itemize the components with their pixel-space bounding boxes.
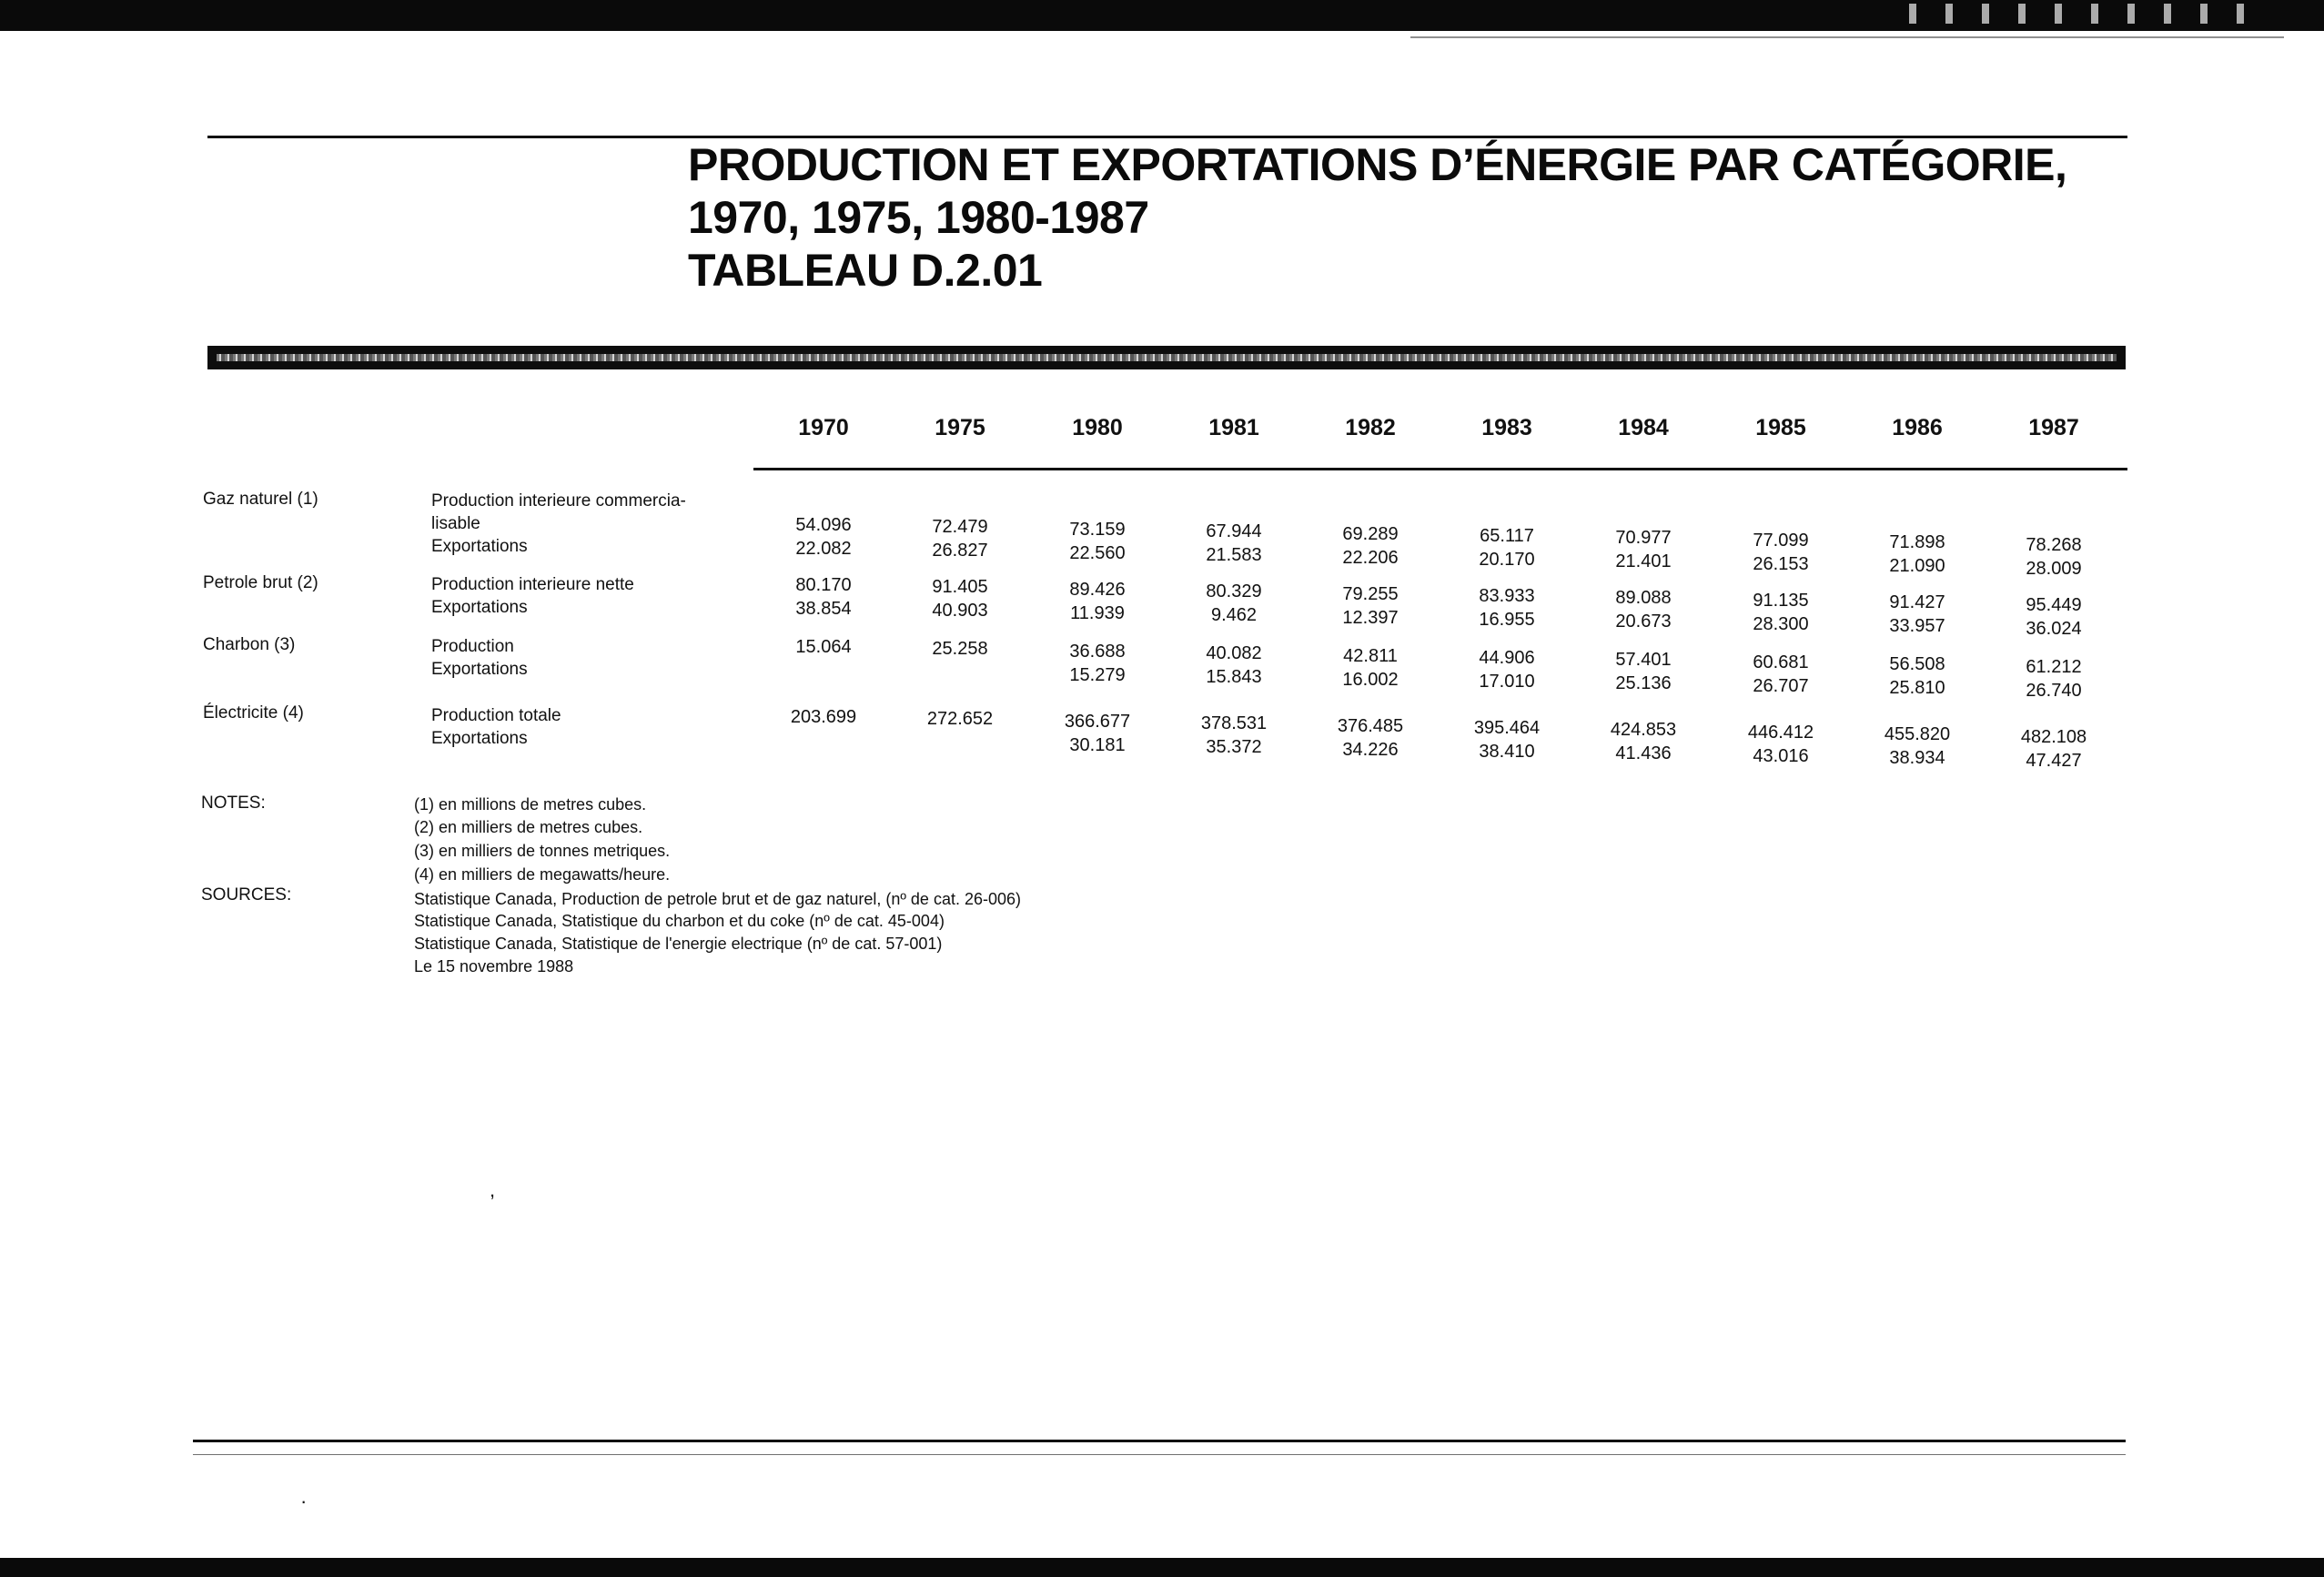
table-cell: 26.153	[1753, 553, 1809, 574]
row-label: Production interieure commercia-	[431, 491, 686, 511]
table-cell: 455.820	[1884, 724, 1951, 745]
note-line: (2) en milliers de metres cubes.	[414, 818, 643, 836]
year-header: 1986	[1892, 415, 1943, 440]
table-cell: 65.117	[1480, 526, 1534, 546]
table-cell: 40.082	[1206, 643, 1262, 664]
table-cell: 78.268	[2026, 534, 2082, 555]
table-cell: 15.064	[795, 637, 852, 657]
table-cell: 41.436	[1615, 743, 1672, 764]
header-bar	[207, 346, 2126, 369]
title-line-2: 1970, 1975, 1980-1987	[688, 192, 1149, 243]
table-cell: 57.401	[1615, 650, 1672, 671]
table-cell: 80.329	[1206, 581, 1262, 602]
table-cell: 36.688	[1069, 641, 1126, 662]
table-cell: 91.135	[1753, 590, 1809, 611]
row-label: Exportations	[431, 598, 528, 617]
note-line: (3) en milliers de tonnes metriques.	[414, 842, 671, 860]
title-line-3: TABLEAU D.2.01	[688, 245, 1043, 296]
table-cell: 91.427	[1889, 592, 1945, 613]
table-cell: 54.096	[795, 515, 852, 535]
table-cell: 38.854	[795, 599, 852, 619]
table-cell: 203.699	[790, 707, 857, 727]
table-cell: 38.934	[1889, 748, 1945, 769]
table-cell: 446.412	[1747, 722, 1814, 743]
table-cell: 95.449	[2026, 594, 2082, 615]
table-cell: 42.811	[1343, 645, 1398, 666]
table-cell: 424.853	[1610, 720, 1677, 741]
row-label: Production totale	[431, 706, 561, 725]
table-cell: 21.401	[1615, 551, 1672, 572]
table-cell: 376.485	[1337, 715, 1404, 736]
table-cell: 61.212	[2026, 656, 2082, 677]
sources-label: SOURCES:	[201, 885, 292, 905]
note-line: (4) en milliers de megawatts/heure.	[414, 865, 671, 884]
table-cell: 83.933	[1479, 586, 1535, 606]
table-cell: 69.289	[1342, 523, 1399, 544]
table-cell: 30.181	[1069, 734, 1126, 755]
year-header: 1981	[1208, 415, 1259, 440]
page-title	[688, 138, 2066, 297]
table-cell: 56.508	[1889, 654, 1945, 675]
table-cell: 43.016	[1753, 745, 1809, 766]
title-line-1: PRODUCTION ET EXPORTATIONS D’ÉNERGIE PAR CATÉGORIE,	[688, 139, 2067, 190]
scan-edge-line	[1410, 36, 2284, 38]
table-cell: 35.372	[1206, 737, 1262, 758]
table-cell: 26.740	[2026, 680, 2082, 701]
table-cell: 9.462	[1210, 605, 1258, 626]
category-label-electricite: Électricite (4)	[203, 703, 304, 723]
table-cell: 20.170	[1479, 550, 1535, 570]
category-label-petrole: Petrole brut (2)	[203, 573, 318, 592]
table-cell: 89.088	[1615, 588, 1672, 609]
table-cell: 33.957	[1889, 616, 1945, 637]
table-cell: 72.479	[932, 517, 988, 538]
table-cell: 80.170	[795, 575, 852, 595]
notes-label: NOTES:	[201, 794, 266, 813]
bottom-rule	[193, 1440, 2126, 1442]
bottom-rule-thin	[193, 1454, 2126, 1455]
table-cell: 272.652	[926, 709, 994, 730]
table-cell: 26.827	[932, 541, 988, 561]
scan-border-bottom	[0, 1558, 2324, 1577]
row-label: Exportations	[431, 537, 528, 556]
year-header-rule	[753, 468, 2127, 470]
table-cell: 15.843	[1206, 667, 1262, 688]
table-cell: 28.300	[1753, 613, 1809, 634]
table-cell: 67.944	[1206, 521, 1262, 542]
table-cell: 22.206	[1342, 547, 1399, 568]
table-cell: 11.939	[1070, 602, 1125, 623]
year-header: 1980	[1072, 415, 1123, 440]
table-cell: 22.560	[1069, 542, 1126, 563]
table-cell: 89.426	[1069, 579, 1126, 600]
table-cell: 395.464	[1473, 718, 1541, 738]
table-cell: 28.009	[2026, 558, 2082, 579]
source-line: Statistique Canada, Statistique du charbon et du coke (nº de cat. 45-004)	[414, 912, 945, 930]
table-cell: 60.681	[1753, 652, 1809, 672]
year-header: 1985	[1755, 415, 1806, 440]
category-label-gaz: Gaz naturel (1)	[203, 490, 318, 509]
table-cell: 44.906	[1479, 648, 1535, 668]
table-cell: 22.082	[795, 539, 852, 559]
row-label: Exportations	[431, 660, 528, 679]
table-cell: 40.903	[932, 601, 988, 622]
table-cell: 25.136	[1615, 673, 1672, 694]
row-label: Exportations	[431, 729, 528, 748]
table-cell: 25.810	[1889, 678, 1945, 699]
row-label: lisable	[431, 514, 480, 533]
stray-mark: ·	[300, 1490, 308, 1512]
table-cell: 15.279	[1069, 664, 1126, 685]
source-line: Statistique Canada, Statistique de l'energie electrique (nº de cat. 57-001)	[414, 935, 943, 953]
table-cell: 36.024	[2026, 618, 2082, 639]
table-cell: 20.673	[1615, 612, 1672, 632]
table-cell: 77.099	[1753, 530, 1809, 551]
table-cell: 21.583	[1206, 545, 1262, 566]
table-cell: 71.898	[1889, 532, 1945, 553]
category-label-charbon: Charbon (3)	[203, 635, 296, 654]
table-cell: 16.955	[1479, 610, 1535, 630]
table-cell: 21.090	[1889, 556, 1945, 577]
row-label: Production	[431, 637, 514, 656]
note-line: (1) en millions de metres cubes.	[414, 795, 647, 814]
table-cell: 38.410	[1479, 742, 1535, 762]
table-cell: 79.255	[1342, 583, 1399, 604]
year-header: 1983	[1481, 415, 1532, 440]
table-cell: 34.226	[1342, 739, 1399, 760]
table-cell: 378.531	[1200, 713, 1268, 734]
year-header: 1987	[2028, 415, 2079, 440]
year-header: 1970	[798, 415, 849, 440]
row-label: Production interieure nette	[431, 575, 634, 594]
table-cell: 47.427	[2026, 750, 2082, 771]
table-cell: 26.707	[1753, 675, 1809, 696]
table-cell: 366.677	[1064, 711, 1131, 732]
scan-noise	[1893, 4, 2257, 24]
date-line: Le 15 novembre 1988	[414, 957, 574, 976]
table-cell: 482.108	[2020, 726, 2087, 747]
year-header: 1975	[935, 415, 985, 440]
table-cell: 12.397	[1342, 607, 1399, 628]
source-line: Statistique Canada, Production de petrole brut et de gaz naturel, (nº de cat. 26-006)	[414, 890, 1021, 908]
table-cell: 70.977	[1615, 528, 1672, 549]
table-cell: 91.405	[932, 577, 988, 598]
table-cell: 17.010	[1479, 672, 1535, 692]
table-cell: 73.159	[1069, 519, 1126, 540]
table-cell: 25.258	[932, 639, 988, 660]
stray-mark: ,	[490, 1178, 496, 1201]
year-header: 1982	[1345, 415, 1396, 440]
year-header: 1984	[1618, 415, 1669, 440]
table-cell: 16.002	[1342, 669, 1399, 690]
